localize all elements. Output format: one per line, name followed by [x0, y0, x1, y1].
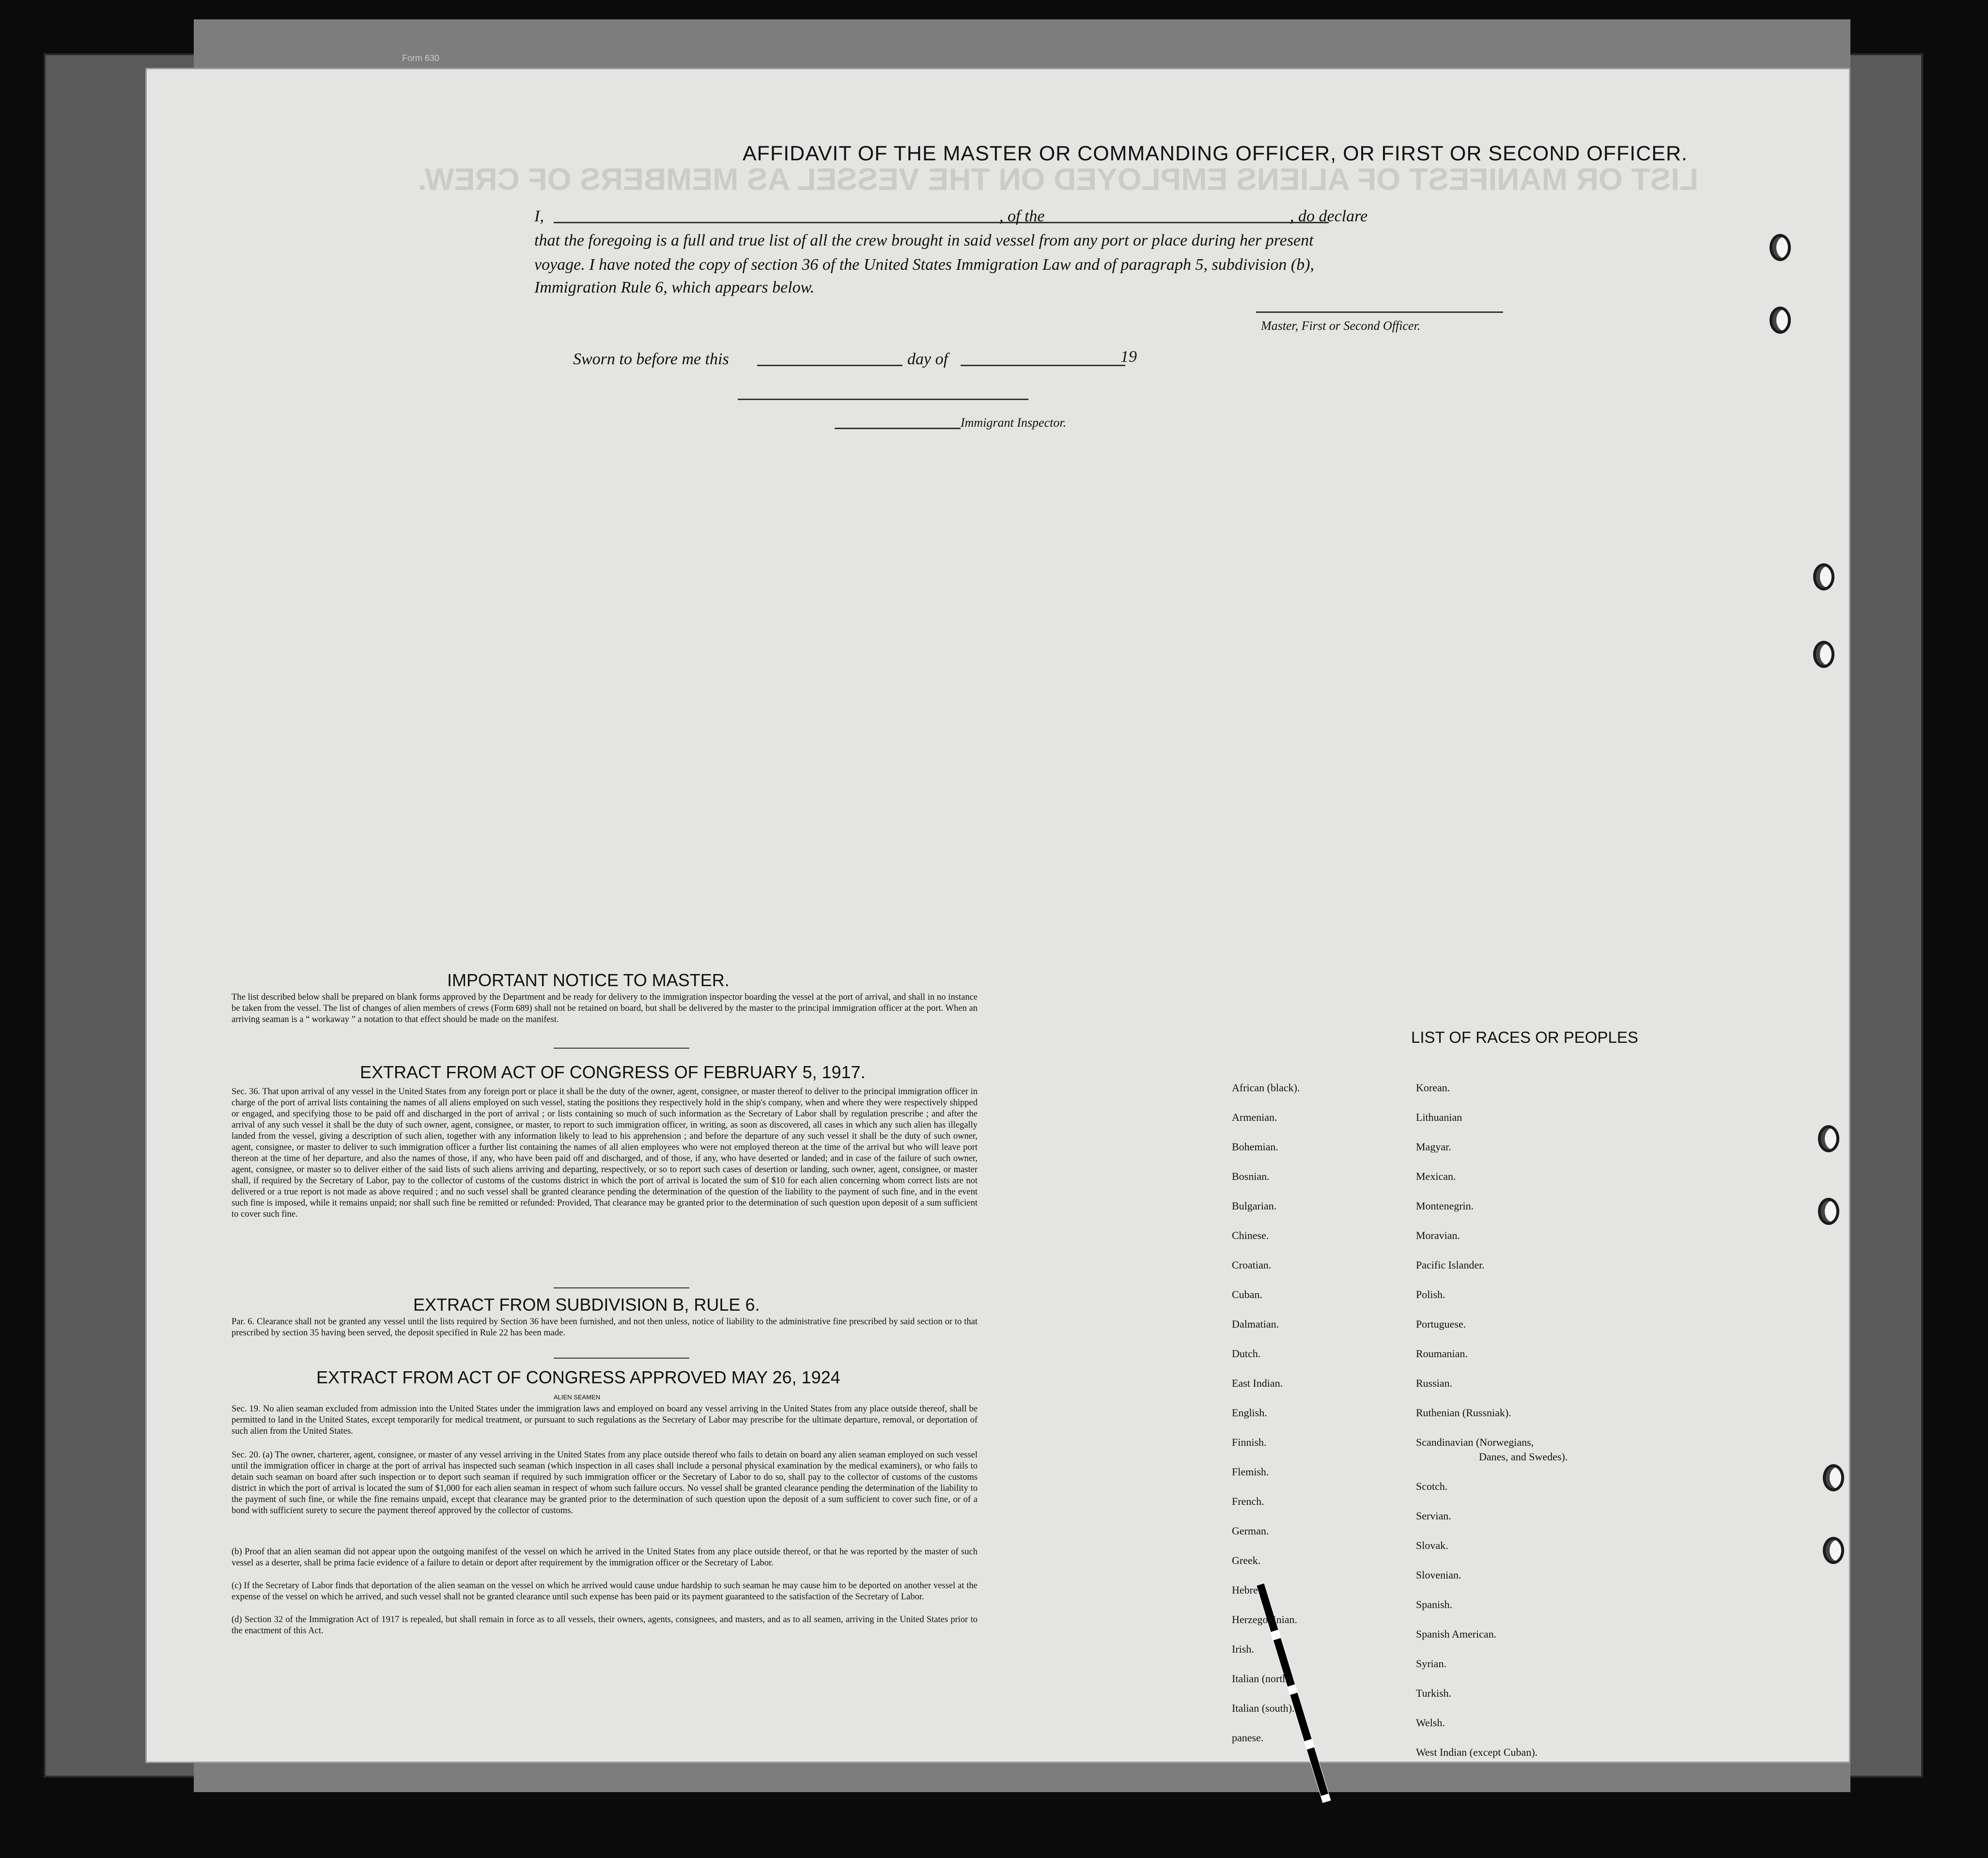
- race-item: Finnish.: [1232, 1436, 1267, 1448]
- notice-body: The list described below shall be prepared on blank forms approved by the Department and be ready for delivery to the immigration inspector boarding the vessel at the port of arrival, and shall in no instance be taken from the vessel. The list of changes of alien members of crews (Form 689) shall not be retained on board, but shall be delivered by the master to the principal immigration officer at the port. When an arriving seaman is a “ workaway ” a notation to that effect should be made on the manifest.: [232, 992, 978, 1024]
- document-page: [145, 68, 1850, 1763]
- master-signature-label: Master, First or Second Officer.: [1261, 319, 1421, 333]
- race-item: Cuban.: [1232, 1288, 1262, 1301]
- affidavit-i: I,: [534, 207, 544, 225]
- inspector-label: Immigrant Inspector.: [961, 416, 1067, 430]
- race-item: Pacific Islander.: [1416, 1259, 1485, 1271]
- extract-rule6-heading: EXTRACT FROM SUBDIVISION B, RULE 6.: [413, 1295, 760, 1315]
- day-of: day of: [907, 350, 948, 368]
- race-item: Servian.: [1416, 1510, 1451, 1522]
- race-item: Slovak.: [1416, 1539, 1448, 1551]
- race-item: Korean.: [1416, 1082, 1450, 1094]
- extract-1924-sec20c: (c) If the Secretary of Labor finds that deportation of the alien seaman on the vessel on which he arrived would cause undue hardship to such seaman he may cause him to be deported on another vessel at the expense of the vessel on which he arrived, and such vessel shall not be granted clearance until such expense has been paid or its payment guaranteed to the satisfaction of the Secretary of Labor.: [232, 1581, 978, 1602]
- divider: [554, 1048, 689, 1049]
- binder-hole: [1813, 563, 1834, 590]
- race-item: German.: [1232, 1525, 1269, 1537]
- ghost-reverse-title: LIST OR MANIFEST OF ALIENS EMPLOYED ON THE VESSEL AS MEMBERS OF CREW.: [418, 162, 1699, 197]
- race-item: Spanish American.: [1416, 1628, 1497, 1640]
- race-item: Bosnian.: [1232, 1170, 1270, 1182]
- affidavit-line-2: that the foregoing is a full and true list of all the crew brought in said vessel from any port or place during her present: [534, 232, 1314, 249]
- race-item: Bohemian.: [1232, 1141, 1278, 1153]
- notice-heading: IMPORTANT NOTICE TO MASTER.: [447, 970, 730, 990]
- inspector-signature-line: [738, 399, 1028, 400]
- race-item: Magyar.: [1416, 1141, 1451, 1153]
- inspector-dotted-line: [835, 428, 961, 429]
- race-item: Slovenian.: [1416, 1569, 1461, 1581]
- race-item: East Indian.: [1232, 1377, 1283, 1389]
- binder-hole: [1770, 234, 1791, 261]
- master-signature-line: [1256, 311, 1503, 313]
- form-number: Form 630: [402, 53, 440, 63]
- race-item: Italian (north).: [1232, 1672, 1294, 1685]
- race-item: Italian (south).: [1232, 1702, 1295, 1714]
- race-item: Hebrew.: [1232, 1584, 1268, 1596]
- race-item: Spanish.: [1416, 1598, 1453, 1610]
- race-item: Danes, and Swedes).: [1479, 1451, 1568, 1463]
- alien-seamen-subheading: ALIEN SEAMEN: [554, 1394, 601, 1401]
- affidavit-line-3: voyage. I have noted the copy of section 36 of the United States Immigration Law and of paragraph 5, subdivision (b),: [534, 256, 1315, 274]
- binder-hole: [1770, 307, 1791, 334]
- race-item: Ruthenian (Russniak).: [1416, 1407, 1511, 1419]
- race-item: African (black).: [1232, 1082, 1300, 1094]
- race-item: Welsh.: [1416, 1717, 1445, 1729]
- race-item: Chinese.: [1232, 1229, 1269, 1241]
- affidavit-of-the: , of the: [999, 207, 1045, 225]
- extract-1924-sec20a: Sec. 20. (a) The owner, charterer, agent, consignee, or master of any vessel arriving in the United States from any place outside thereof who fails to detain on board any alien seaman employed on such vessel until the immigration officer in charge at the port of arrival has inspected such seaman (which inspection in all cases shall include a personal physical examination by the medical examiners), or who fails to detain such seaman on board after such inspection or to deport such seaman if required by such immigration officer or the Secretary of Labor to do so, shall pay to the collector of customs of the customs district in which the port of arrival is located the sum of $1,000 for each alien seaman in respect of whom such failure occurs. No vessel shall be granted clearance pending the determination of the liability to the payment of such fine, or while the fine remains unpaid, except that clearance may be granted prior to the determination of such question upon the deposit of a sum sufficient to cover such fine, or of a bond with sufficient surety to secure the payment thereof approved by the collector of customs.: [232, 1450, 978, 1516]
- race-item: Lithuanian: [1416, 1111, 1462, 1123]
- binder-hole: [1818, 1198, 1839, 1225]
- extract-1917-body: Sec. 36. That upon arrival of any vessel in the United States from any foreign port or place it shall be the duty of the owner, agent, consignee, or master thereof to deliver to the principal immigration officer in charge of the port of arrival lists containing the names of all aliens employed on such vessel, stating the positions they respectively hold in the ship's company, when and where they were respectively shipped or engaged, and specifying those to be paid off and discharged in the port of arrival ; or lists containing so much of such information as the Secretary of Labor shall by regulation prescribe ; and after the arrival of any such vessel it shall be the duty of such owner, agent, consignee, or master, to report to such immigration officer, in writing, as soon as discovered, all cases in which any such alien has illegally landed from the vessel, giving a description of such alien, together with any information likely to lead to his apprehension ; and before the departure of any such vessel it shall be the duty of such owner, agent, consignee, or master to deliver to such immigration officer a further list containing the names of all alien employees who were not employed thereon at the time of the arrival but who will leave port thereon at the time of her departure, and also the names of those, if any, who have been paid off and discharged, and of those, if any, who have deserted or landed; and in case of the failure of such owner, agent, consignee, or master so to deliver either of the said lists of such aliens arriving and departing, respectively, or so to report such cases of desertion or landing, such owner, agent, consignee, or master shall, if required by the Secretary of Labor, pay to the collector of customs of the customs district in which the port of arrival is located the sum of $10 for each alien concerning whom correct lists are not delivered or a true report is not made as above required ; and no such vessel shall be granted clearance pending the determination of the question of the liability to the payment of such fine, and in the event such fine is imposed, while it remains unpaid; nor shall such fine be remitted or refunded: Provided, That clearance may be granted prior to the determination of such question upon deposit of a sum sufficient to cover such fine.: [232, 1087, 978, 1219]
- binder-hole: [1823, 1464, 1844, 1491]
- name-blank: [554, 222, 1145, 223]
- race-item: Dalmatian.: [1232, 1318, 1279, 1330]
- affidavit-do-declare: , do declare: [1290, 207, 1368, 225]
- divider: [554, 1287, 689, 1288]
- race-item: Turkish.: [1416, 1687, 1452, 1699]
- affidavit-title: AFFIDAVIT OF THE MASTER OR COMMANDING OFFICER, OR FIRST OR SECOND OFFICER.: [743, 142, 1688, 165]
- race-item: Dutch.: [1232, 1347, 1261, 1360]
- races-heading: LIST OF RACES OR PEOPLES: [1411, 1028, 1638, 1046]
- binder-hole: [1823, 1537, 1844, 1564]
- race-item: Montenegrin.: [1416, 1200, 1474, 1212]
- affidavit-line-4: Immigration Rule 6, which appears below.: [534, 279, 815, 296]
- extract-1917-heading: EXTRACT FROM ACT OF CONGRESS OF FEBRUARY 5, 1917.: [360, 1062, 866, 1082]
- race-item: Mexican.: [1416, 1170, 1456, 1182]
- race-item: Flemish.: [1232, 1466, 1269, 1478]
- race-item: panese.: [1232, 1732, 1264, 1744]
- race-item: Bulgarian.: [1232, 1200, 1277, 1212]
- race-item: West Indian (except Cuban).: [1416, 1746, 1538, 1758]
- race-item: Irish.: [1232, 1643, 1254, 1655]
- race-item: Herzegovinian.: [1232, 1613, 1297, 1626]
- race-item: Portuguese.: [1416, 1318, 1466, 1330]
- race-item: Roumanian.: [1416, 1347, 1468, 1360]
- race-item: Russian.: [1416, 1377, 1453, 1389]
- extract-1924-sec20b: (b) Proof that an alien seaman did not appear upon the outgoing manifest of the vessel on which he arrived in the United States from any place outside thereof, or that he was reported by the master of such vessel as a deserter, shall be prima facie evidence of a failure to detain or deport after requirement by the immigration officer or the Secretary of Labor.: [232, 1547, 978, 1568]
- extract-1924-heading: EXTRACT FROM ACT OF CONGRESS APPROVED MAY 26, 1924: [316, 1367, 840, 1387]
- month-blank: [961, 365, 1125, 366]
- race-item: Moravian.: [1416, 1229, 1460, 1241]
- binder-hole: [1818, 1125, 1839, 1152]
- extract-1924-sec20d: (d) Section 32 of the Immigration Act of 1917 is repealed, but shall remain in force as to all vessels, their owners, agents, consignees, and masters, and as to all seamen, arriving in the United States prior to the enactment of this Act.: [232, 1615, 978, 1636]
- race-item: Armenian.: [1232, 1111, 1277, 1123]
- race-item: Syrian.: [1416, 1657, 1446, 1670]
- day-blank: [757, 365, 902, 366]
- binder-hole: [1813, 641, 1834, 668]
- race-item: Scotch.: [1416, 1480, 1448, 1492]
- extract-1924-sec19: Sec. 19. No alien seaman excluded from admission into the United States under the immigration laws and employed on board any vessel arriving in the United States from any place outside thereof, shall be permitted to land in the United States, except temporarily for medical treatment, or pursuant to such regulations as the Secretary of Labor may prescribe for the ultimate departure, removal, or deportation of such alien from the United States.: [232, 1404, 978, 1436]
- race-item: Croatian.: [1232, 1259, 1272, 1271]
- sworn-before: Sworn to before me this: [573, 350, 729, 368]
- divider: [554, 1358, 689, 1359]
- year-prefix: 19: [1120, 348, 1137, 366]
- race-item: Polish.: [1416, 1288, 1445, 1301]
- extract-rule6-body: Par. 6. Clearance shall not be granted any vessel until the lists required by Section 36 have been furnished, and not then unless, notice of liability to the administrative fine prescribed by said section or to that prescribed by section 35 having been served, the deposit specified in Rule 22 has been made.: [232, 1317, 978, 1338]
- race-item: French.: [1232, 1495, 1264, 1507]
- race-item: Greek.: [1232, 1554, 1261, 1566]
- race-item: English.: [1232, 1407, 1267, 1419]
- race-item: Scandinavian (Norwegians,: [1416, 1436, 1534, 1448]
